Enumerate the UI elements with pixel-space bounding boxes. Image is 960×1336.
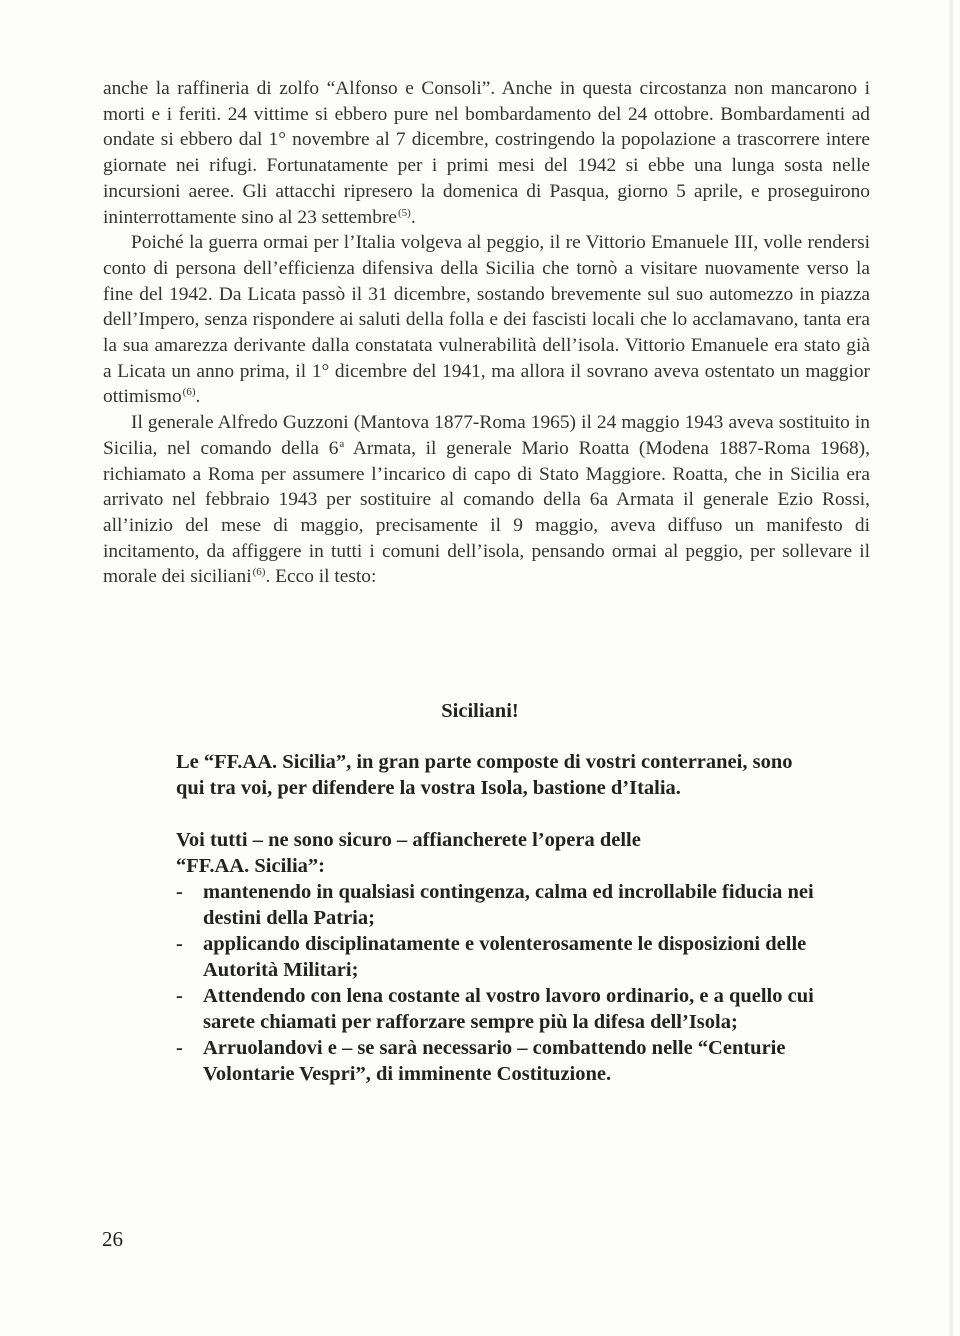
page-gutter-shadow — [949, 0, 954, 1336]
manifesto-paragraph-1: Le “FF.AA. Sicilia”, in gran parte composte di vostri conterranei, sono qui tra voi, per difendere la vostra Isola, bastione d’Italia. — [176, 751, 793, 799]
list-item — [176, 1035, 816, 1087]
list-item-text: mantenendo in qualsiasi contingenza, calma ed incrollabile fiducia nei destini della Patria; — [203, 881, 814, 929]
manifesto-list — [176, 879, 816, 1087]
list-item — [176, 931, 816, 983]
footnote-ref-6b: (6) — [252, 566, 266, 579]
paragraph-2-end: . — [195, 386, 201, 408]
paragraph-2-text: Poiché la guerra ormai per l’Italia volgeva al peggio, il re Vittorio Emanuele III, volle rendersi conto di persona dell’efficienza difensiva della Sicilia che tornò a visitare nuovamente verso la fine del 1942. Da Licata passò il 31 dicembre, sostando brevemente sul suo automezzo in piazza dell’Impero, senza rispondere ai saluti della folla e dei fascisti locali che lo acclamavano, tanta era la sua amarezza derivante dalla constatata vulnerabilità dell’isola. Vittorio Emanuele era stato già a Licata un anno prima, il 1° dicembre del 1941, ma allora il sovrano aveva ostentato un maggior ottimismo — [103, 232, 870, 408]
manifesto-paragraph-2-line-1: Voi tutti – ne sono sicuro – affiancherete l’opera delle — [176, 829, 641, 851]
footnote-ref-6: (6) — [182, 386, 196, 399]
paragraph-3-text-a: Il generale Alfredo Guzzoni (Mantova 1877-Roma 1965) il 24 maggio 1943 aveva sostituito in Sicilia, nel comando della 6 — [103, 412, 870, 459]
page-number: 26 — [102, 1227, 123, 1251]
list-item — [176, 983, 816, 1035]
manifesto-heading: Siciliani! — [441, 700, 519, 722]
list-dash: - — [176, 881, 183, 903]
list-item — [176, 879, 816, 931]
list-item-text: Attendendo con lena costante al vostro lavoro ordinario, e a quello cui sarete chiamati per rafforzare sempre più la difesa dell’Isola; — [203, 985, 814, 1033]
paragraph-3-end: . Ecco il testo: — [265, 566, 377, 588]
paragraph-3 — [103, 410, 870, 590]
list-dash: - — [176, 985, 183, 1007]
body-text — [103, 76, 870, 590]
paragraph-1-text: anche la raffineria di zolfo “Alfonso e Consoli”. Anche in questa circostanza non mancarono i morti e i feriti. 24 vittime si ebbero pure nel bombardamento del 24 ottobre. Bombardamenti ad ondate si ebbero dal 1° novembre al 7 dicembre, costringendo la popolazione a trascorrere intere giornate nei rifugi. Fortunatamente per i primi mesi del 1942 si ebbe una lunga sosta nelle incursioni aeree. Gli attacchi ripresero la domenica di Pasqua, giorno 5 aprile, e proseguirono ininterrottamente sino al 23 settembre — [103, 78, 870, 228]
paragraph-3-text-b: Armata, il generale Mario Roatta (Modena 1887-Roma 1968), richiamato a Roma per assumere l’incarico di capo di Stato Maggiore. Roatta, che in Sicilia era arrivato nel febbraio 1943 per sostituire al comando della 6a Armata il generale Ezio Rossi, all’inizio del mese di maggio, precisamente il 9 maggio, aveva diffuso un manifesto di incitamento, da affiggere in tutti i comuni dell’isola, pensando ormai al peggio, per sollevare il morale dei siciliani — [103, 437, 870, 588]
list-dash: - — [176, 1037, 183, 1059]
paragraph-1-end: . — [410, 206, 416, 228]
manifesto-paragraph-2-line-2: “FF.AA. Sicilia”: — [176, 855, 326, 877]
list-item-text: applicando disciplinatamente e volenterosamente le disposizioni delle Autorità Militari; — [203, 933, 807, 981]
paragraph-gap — [176, 801, 816, 827]
list-item-text: Arruolandovi e – se sarà necessario – combattendo nelle “Centurie Volontarie Vespri”, di imminente Costituzione. — [203, 1037, 786, 1085]
ordinal-superscript: a — [339, 437, 345, 450]
manifesto-text — [176, 749, 816, 1087]
footnote-ref-5: (5) — [398, 206, 411, 219]
paragraph-2 — [103, 230, 870, 410]
paragraph-1 — [103, 76, 870, 230]
manifesto-paragraph-2 — [176, 827, 816, 879]
list-dash: - — [176, 933, 183, 955]
